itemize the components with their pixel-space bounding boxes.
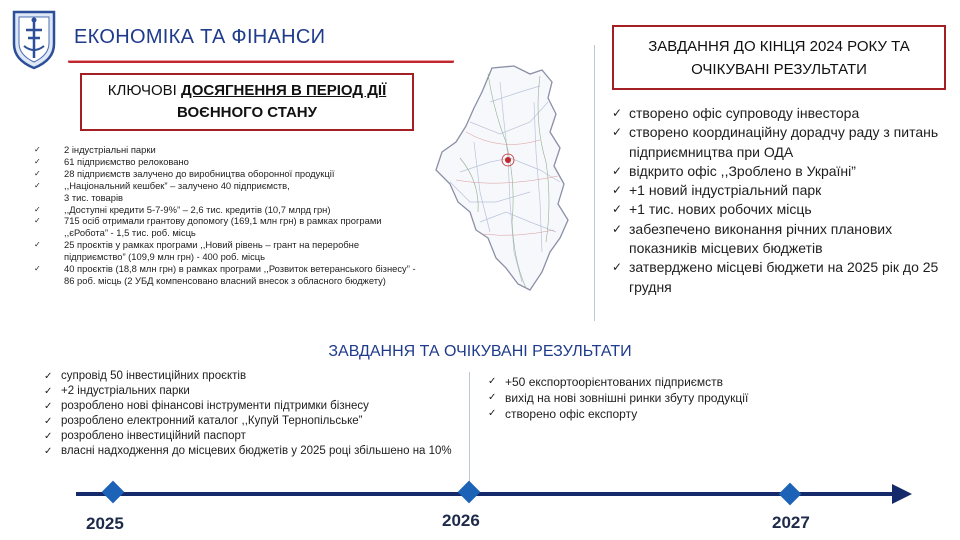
- list-item: [612, 123, 952, 162]
- list-item: [612, 220, 952, 259]
- list-item-text: 2 індустріальні парки: [64, 144, 156, 155]
- checkmark-icon: ✓: [488, 392, 497, 404]
- list-item: [488, 406, 818, 422]
- title-underline-highlight: [68, 60, 454, 61]
- checkmark-icon: ✓: [488, 376, 497, 387]
- list-item-text: ,,Доступні кредити 5-7-9%” – 2,6 тис. кредитів (10,7 млрд грн): [64, 203, 331, 215]
- section-title: ЗАВДАННЯ ТА ОЧІКУВАНІ РЕЗУЛЬТАТИ: [328, 343, 632, 360]
- checkmark-icon: ✓: [34, 180, 41, 190]
- list-item: [34, 180, 422, 192]
- list-item-text: власні надходження до місцевих бюджетів у 2025 році збільшено на 10%: [61, 445, 452, 458]
- list-item-text: розроблено нові фінансові інструменти підтримки бізнесу: [61, 400, 369, 413]
- checkmark-icon: ✓: [34, 204, 41, 214]
- checkmark-icon: ✓: [34, 145, 41, 154]
- list-item-text: створено офіс супроводу інвестора: [629, 105, 860, 121]
- list-item-text: супровід 50 інвестиційних проєктів: [61, 370, 247, 382]
- list-item: [612, 258, 952, 297]
- checkmark-icon: ✓: [44, 431, 53, 443]
- list-item: [34, 204, 422, 216]
- checkmark-icon: ✓: [612, 202, 623, 217]
- list-item: [34, 239, 422, 263]
- list-item: [44, 444, 452, 459]
- checkmark-icon: ✓: [34, 264, 41, 274]
- list-item-continuation: [34, 192, 422, 204]
- list-item-text: ,,Національний кешбек” – залучено 40 підприємств,: [64, 179, 290, 191]
- list-item: [34, 263, 422, 287]
- list-item: [44, 384, 452, 399]
- list-item-text: розроблено електронний каталог ,,Купуй Тернопільське”: [61, 415, 363, 428]
- vertical-divider: [594, 45, 595, 321]
- checkmark-icon: ✓: [44, 401, 53, 413]
- checkmark-icon: ✓: [488, 408, 497, 420]
- list-item-text: вихід на нові зовнішні ринки збуту продукції: [505, 391, 749, 406]
- timeline-marker-2026: [458, 481, 481, 504]
- list-item: [612, 181, 952, 200]
- list-item-text: +2 індустріальних парки: [61, 385, 190, 398]
- key-box-line1-emphasis: ДОСЯГНЕННЯ В ПЕРІОД ДІЇ: [181, 82, 387, 99]
- checkmark-icon: ✓: [44, 386, 53, 398]
- list-item: [44, 429, 452, 444]
- list-item-text: 25 проєктів у рамках програми ,,Новий рівень – грант на переробне підприємство” (109,9 млн грн) - 400 роб. місць: [64, 239, 360, 263]
- vertical-divider: [469, 372, 470, 482]
- checkmark-icon: ✓: [612, 260, 623, 275]
- list-item-text: створено координаційну дорадчу раду з питань підприємництва при ОДА: [629, 124, 939, 160]
- year-label-2027: 2027: [772, 513, 810, 532]
- list-item-text: 40 проєктів (18,8 млн грн) в рамках програми ,,Розвиток ветеранського бізнесу” - 86 роб. місць (2 УБД компенсовано власний внесок з обласного бюджету): [64, 263, 416, 286]
- checkmark-icon: ✓: [44, 416, 53, 428]
- checkmark-icon: ✓: [612, 183, 623, 198]
- list-item-text: розроблено інвестиційний паспорт: [61, 430, 246, 443]
- list-item: [34, 156, 422, 168]
- list-item-text: 715 осіб отримали грантову допомогу (169,1 млн грн) в рамках програми ,,єРобота” - 1,5 тис. роб. місць: [64, 215, 382, 239]
- list-item-text: +50 експортоорієнтованих підприємств: [505, 375, 724, 389]
- coat-of-arms-icon: [10, 8, 58, 70]
- checkmark-icon: ✓: [44, 446, 53, 458]
- timeline-arrow-icon: [892, 484, 912, 504]
- list-item: [44, 369, 452, 384]
- year-label-2026: 2026: [442, 511, 480, 530]
- checkmark-icon: ✓: [34, 216, 41, 226]
- checkmark-icon: ✓: [612, 125, 623, 140]
- checkmark-icon: ✓: [34, 168, 41, 178]
- list-item-text: забезпечено виконання річних планових показників місцевих бюджетів: [629, 220, 893, 257]
- timeline: [0, 470, 960, 540]
- list-item: [34, 168, 422, 180]
- timeline-marker-2027: [779, 483, 802, 506]
- tasks-2025-list: [44, 369, 452, 460]
- list-item: [44, 414, 452, 429]
- goals-box-line1: ЗАВДАННЯ ДО КІНЦЯ 2024 РОКУ ТА: [648, 37, 910, 55]
- checkmark-icon: ✓: [612, 163, 623, 178]
- list-item: [34, 215, 422, 239]
- list-item-text: створено офіс експорту: [505, 407, 638, 422]
- timeline-marker-2025: [102, 481, 125, 504]
- list-item-text: 3 тис. товарів: [64, 191, 124, 203]
- checkmark-icon: ✓: [34, 240, 41, 250]
- key-box-line1-prefix: КЛЮЧОВІ: [107, 82, 182, 99]
- list-item: [612, 200, 952, 219]
- goals-2024-box: [612, 25, 946, 90]
- region-map: [430, 62, 582, 294]
- list-item-text: 61 підприємство релоковано: [64, 155, 189, 167]
- key-box-line2: ВОЄННОГО СТАНУ: [177, 104, 317, 121]
- key-achievements-box: [80, 73, 414, 131]
- list-item: [44, 399, 452, 414]
- list-item: [488, 374, 818, 390]
- achievements-list: [34, 144, 422, 287]
- page-title: ЕКОНОМІКА ТА ФІНАНСИ: [74, 26, 326, 48]
- checkmark-icon: ✓: [612, 221, 623, 236]
- checkmark-icon: ✓: [34, 156, 41, 166]
- list-item-text: +1 новий індустріальний парк: [629, 182, 822, 199]
- year-label-2025: 2025: [86, 514, 124, 533]
- checkmark-icon: ✓: [612, 106, 623, 120]
- list-item-text: 28 підприємств залучено до виробництва оборонної продукції: [64, 167, 335, 179]
- list-item: [612, 162, 952, 181]
- list-item: [34, 144, 422, 156]
- tasks-2026-list: [488, 374, 818, 423]
- list-item-text: +1 тис. нових робочих місць: [629, 201, 812, 218]
- list-item: [488, 390, 818, 406]
- goals-2024-list: [612, 104, 952, 297]
- goals-box-line2: ОЧІКУВАНІ РЕЗУЛЬТАТИ: [691, 60, 867, 78]
- checkmark-icon: ✓: [44, 371, 53, 382]
- list-item-text: відкрито офіс ,,Зроблено в Україні”: [629, 162, 856, 179]
- list-item: [612, 104, 952, 123]
- list-item-text: затверджено місцеві бюджети на 2025 рік до 25 грудня: [629, 259, 939, 295]
